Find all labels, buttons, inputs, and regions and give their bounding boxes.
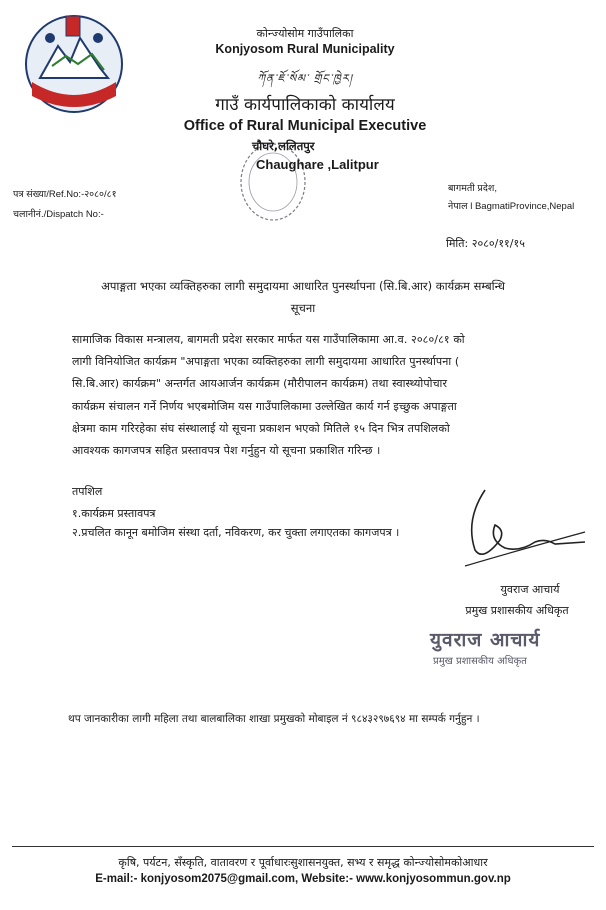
place-english: Chaughare ,Lalitpur [256, 157, 379, 172]
municipality-name-english: Konjyosom Rural Municipality [215, 42, 395, 56]
province-nepali: बागमती प्रदेश, [448, 183, 497, 194]
reference-number: पत्र संख्या/Ref.No:-२०८०/८१ [13, 189, 117, 200]
handwritten-signature [445, 480, 595, 570]
detail-item: २.प्रचलित कानून बमोजिम संस्था दर्ता, नविकरण, कर चुक्ता लगाएतका कागजपत्र । [72, 526, 400, 539]
body-line: सामाजिक विकास मन्त्रालय, बागमती प्रदेश सरकार मार्फत यस गाउँपालिकामा आ.व. २०८०/८१ को [72, 333, 465, 346]
province-english: नेपाल l BagmatiProvince,Nepal [448, 201, 575, 212]
contact-note: थप जानकारीका लागी महिला तथा बालबालिका शाखा प्रमुखको मोबाइल नं ९८४३२९७६९४ मा सम्पर्क गर्नुहुन । [68, 713, 480, 725]
place-nepali: चौघरे,ललितपुर [252, 139, 315, 153]
dispatch-number: चलानीनं./Dispatch No:- [13, 209, 104, 220]
signatory-name: युवराज आचार्य [500, 583, 560, 596]
body-line: कार्यक्रम संचालन गर्ने निर्णय भएबमोजिम यस गाउँपालिकामा उल्लेखित कार्य गर्न इच्छुक अपाङ्गता [72, 400, 457, 413]
municipality-name-nepali: कोन्ज्योसोम गाउँपालिका [256, 27, 354, 40]
letter-date: मिति: २०८०/११/१५ [446, 237, 525, 250]
seal-name: युवराज आचार्य [430, 629, 541, 651]
signatory-title: प्रमुख प्रशासकीय अधिकृत [465, 604, 569, 617]
details-heading: तपशिल [72, 485, 103, 498]
notice-title: अपाङ्गता भएका व्यक्तिहरुका लागी समुदायमा आधारित पुनर्स्थापना (सि.बि.आर) कार्यक्रम सम्बन्धि [101, 279, 505, 293]
body-line: लागी विनियोजित कार्यक्रम "अपाङ्गता भएका व्यक्तिहरुका लागी समुदायमा आधारित पुनर्स्थापना ( [72, 355, 460, 368]
municipality-name-script: ཀོན་ཇོ་སོམ་ གྲོང་ཁྱེར། [257, 72, 353, 85]
footer-slogan: कृषि, पर्यटन, सँस्कृति, वातावरण र पूर्वाधारःसुशासनयुक्त, सभ्य र समृद्ध कोन्ज्योसोमकोआधार [118, 856, 488, 869]
body-line: आवश्यक कागजपत्र सहित प्रस्तावपत्र पेश गर्नुहुन यो सूचना प्रकाशित गरिन्छ । [72, 444, 381, 457]
seal-title: प्रमुख प्रशासकीय अधिकृत [433, 656, 527, 667]
footer-divider [12, 846, 594, 847]
footer-contact: E-mail:- konjyosom2075@gmail.com, Website:- www.konjyosommun.gov.np [95, 873, 511, 885]
notice-subtitle: सूचना [290, 301, 316, 315]
body-line: सि.बि.आर) कार्यक्रम" अन्तर्गत आयआर्जन कार्यक्रम (मौरीपालन कार्यक्रम) तथा स्वास्थ्योपोचार [72, 377, 448, 390]
body-line: क्षेत्रमा काम गरिरहेका संघ संस्थालाई यो सूचना प्रकाशन भएको मितिले १५ दिन भित्र तपशिलको [72, 422, 450, 435]
nepal-emblem-logo [22, 12, 126, 120]
office-title-english: Office of Rural Municipal Executive [183, 118, 427, 134]
detail-item: १.कार्यक्रम प्रस्तावपत्र [72, 507, 156, 520]
office-title-nepali: गाउँ कार्यपालिकाको कार्यालय [215, 95, 395, 115]
